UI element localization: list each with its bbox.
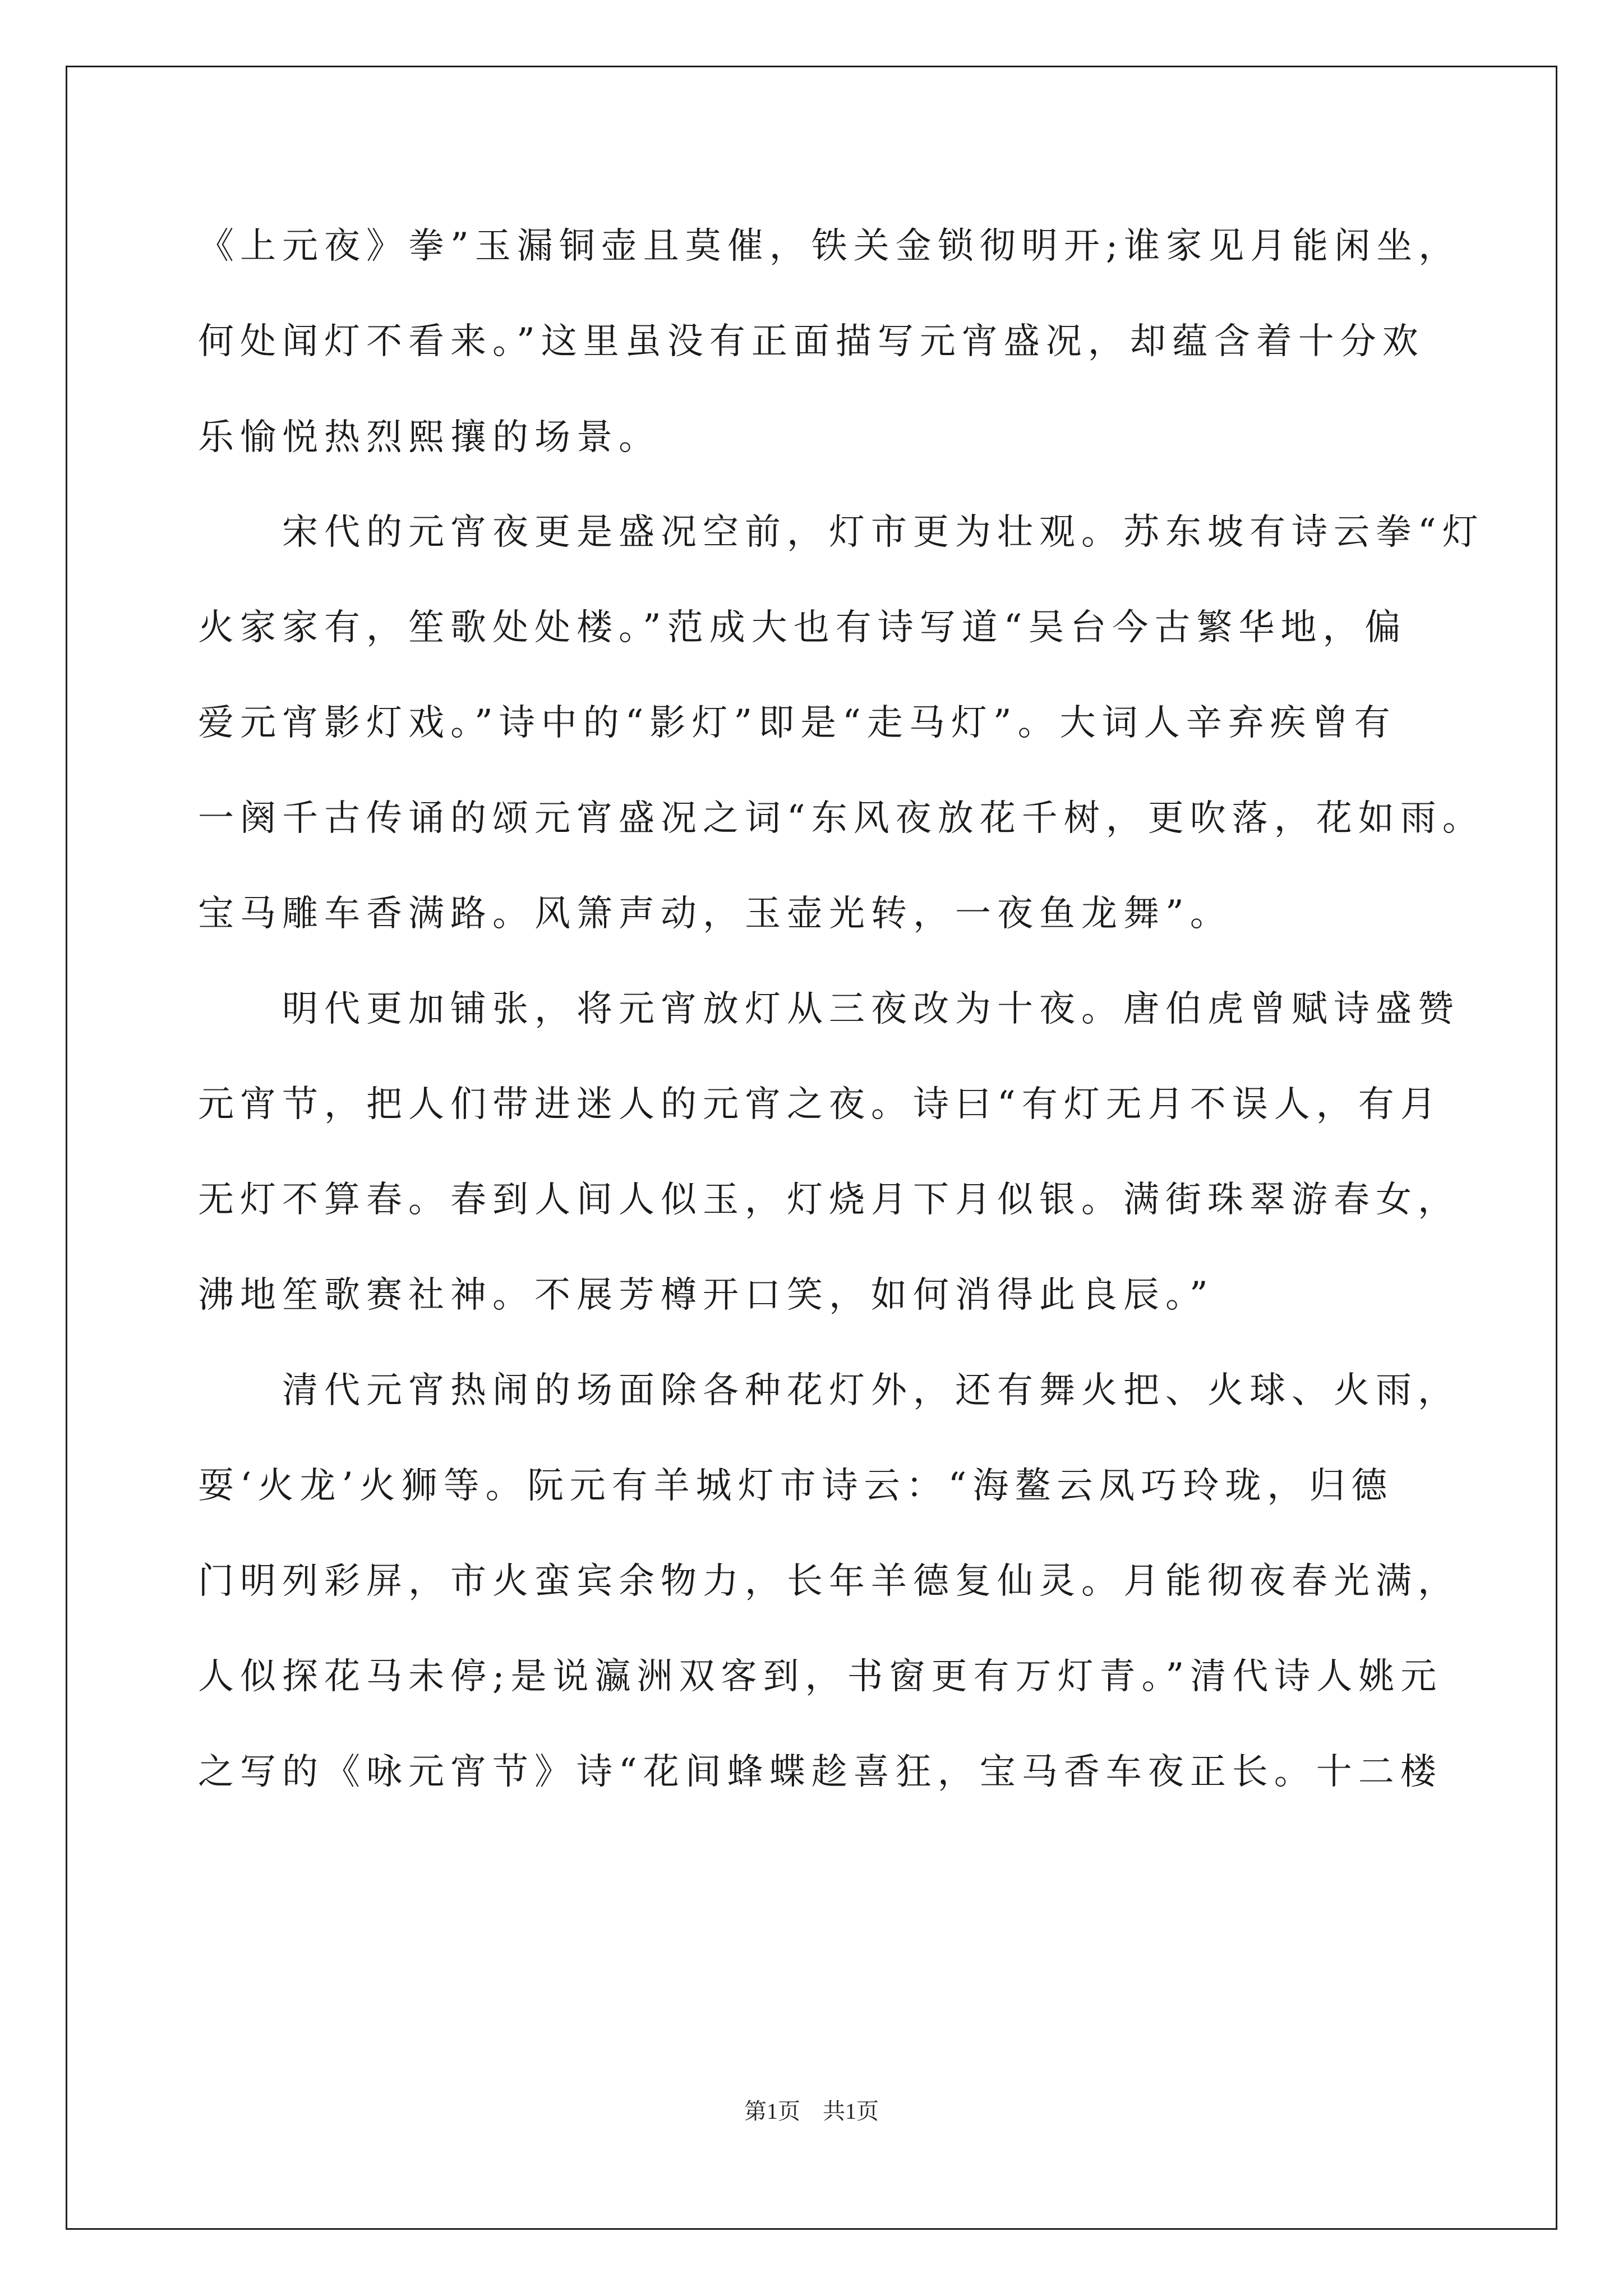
text-line: 何处闻灯不看来。”这里虽没有正面描写元宵盛况，却蕴含着十分欢 [198, 321, 1424, 362]
page-border [66, 66, 1557, 2230]
text-line: 门明列彩屏，市火蛮宾余物力，长年羊德复仙灵。月能彻夜春光满， [198, 1561, 1460, 1602]
text-line: 宋代的元宵夜更是盛况空前，灯市更为壮观。苏东坡有诗云拳“灯 [198, 512, 1484, 553]
text-line: 火家家有，笙歌处处楼。”范成大也有诗写道“吴台今古繁华地，偏 [198, 607, 1407, 648]
text-line: 《上元夜》拳”玉漏铜壶且莫催，铁关金锁彻明开;谁家见月能闲坐， [198, 226, 1461, 267]
text-line: 无灯不算春。春到人间人似玉，灯烧月下月似银。满街珠翠游春女， [198, 1179, 1460, 1221]
text-line: 清代元宵热闹的场面除各种花灯外，还有舞火把、火球、火雨， [198, 1370, 1460, 1411]
text-line: 沸地笙歌赛社神。不展芳樽开口笑，如何消得此良辰。” [198, 1274, 1214, 1316]
text-line: 明代更加铺张，将元宵放灯从三夜改为十夜。唐伯虎曾赋诗盛赞 [198, 988, 1460, 1030]
page-number-footer: 第1页 共1页 [744, 2099, 879, 2124]
text-line: 爱元宵影灯戏。”诗中的“影灯”即是“走马灯”。大词人辛弃疾曾有 [198, 702, 1396, 744]
text-line: 一阕千古传诵的颂元宵盛况之词“东风夜放花千树，更吹落，花如雨。 [198, 798, 1484, 839]
text-line: 耍‘火龙’火狮等。阮元有羊城灯市诗云：“海鳌云凤巧玲珑，归德 [198, 1465, 1394, 1507]
text-line: 乐愉悦热烈熙攘的场景。 [198, 417, 661, 458]
text-line: 元宵节，把人们带进迷人的元宵之夜。诗曰“有灯无月不误人，有月 [198, 1084, 1442, 1125]
text-line: 宝马雕车香满路。风箫声动，玉壶光转，一夜鱼龙舞”。 [198, 893, 1232, 935]
text-line: 人似探花马未停;是说瀛洲双客到，书窗更有万灯青。”清代诗人姚元 [198, 1656, 1443, 1697]
text-line: 之写的《咏元宵节》诗“花间蜂蝶趁喜狂，宝马香车夜正长。十二楼 [198, 1751, 1442, 1793]
